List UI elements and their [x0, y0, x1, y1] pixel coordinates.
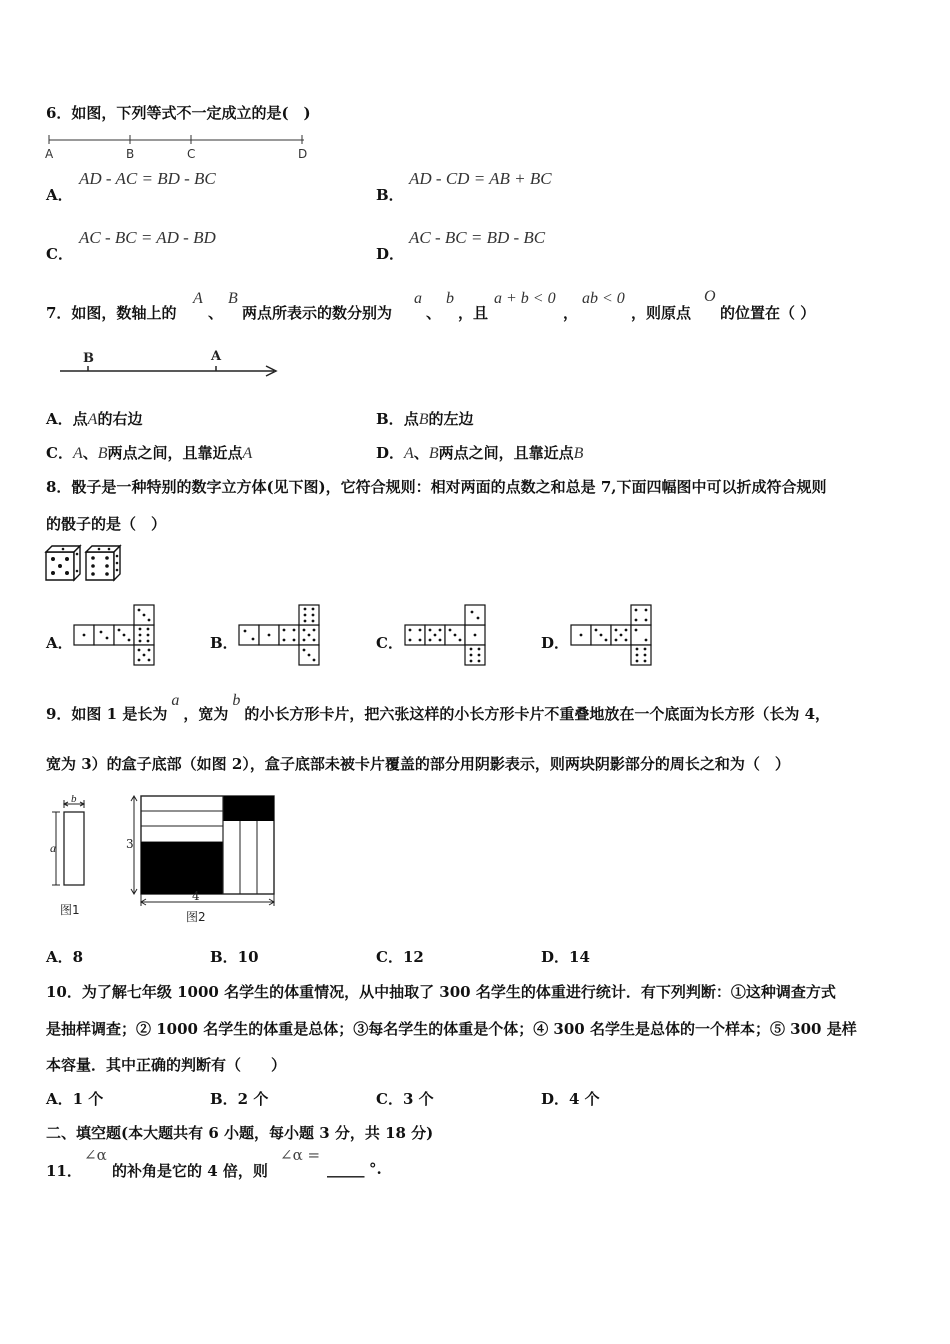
- q7-option-b[interactable]: [376, 408, 474, 429]
- q8-option-c-letter[interactable]: C．: [376, 634, 403, 652]
- q7-option-letter: D．: [376, 444, 405, 462]
- q8-stem-line2: 的骰子的是（ ）: [46, 515, 167, 533]
- q6-option-d-letter[interactable]: D．: [376, 245, 405, 263]
- q7-axis-label: A: [211, 349, 222, 364]
- q6-point-label: A: [45, 147, 54, 161]
- q7-stem-part3: ，且: [458, 304, 489, 322]
- q6-option-c-letter[interactable]: C．: [46, 245, 73, 263]
- q9-fig2-label-3: 3: [126, 837, 134, 851]
- q9-option-d[interactable]: D．14: [541, 948, 590, 966]
- q11-text: 的补角是它的 4 倍，则: [112, 1162, 268, 1180]
- q6-option-b-expr: AD - CD = AB + BC: [409, 169, 552, 188]
- q7-option-text: 的左边: [428, 410, 474, 428]
- q10-option-d[interactable]: D．4 个: [541, 1090, 600, 1108]
- q7-sep: 、: [208, 304, 224, 322]
- q6-option-b-letter[interactable]: B．: [376, 186, 404, 204]
- q9-option-b[interactable]: B．10: [210, 948, 259, 966]
- q6-point-label: C: [187, 147, 196, 161]
- q7-stem-part2: 两点所表示的数分别为: [242, 304, 393, 322]
- q11-angle-expr: ∠α =: [280, 1146, 321, 1164]
- q6-point-label: B: [126, 147, 135, 161]
- q7-option-var: A: [242, 445, 253, 462]
- q9-fig1-label-b: b: [71, 793, 77, 805]
- q7-option-text: 的右边: [97, 410, 143, 428]
- section-2-heading: 二、填空题(本大题共有 6 小题，每小题 3 分，共 18 分): [46, 1124, 434, 1142]
- q8-option-b-letter[interactable]: B．: [210, 634, 238, 652]
- q7-option-letter: B．: [376, 410, 404, 428]
- q7-option-var: B: [418, 411, 429, 428]
- q7-option-letter: C．: [46, 444, 73, 462]
- q9-shaded-region: [223, 796, 274, 821]
- q9-text: ，宽为: [183, 705, 229, 723]
- q7-option-var: A: [404, 445, 414, 462]
- q7-var-o: O: [704, 288, 716, 305]
- q7-option-var: B: [573, 445, 584, 462]
- q9-var-a: a: [171, 692, 180, 709]
- q7-option-sep: 、: [413, 444, 429, 462]
- q7-option-a[interactable]: [46, 408, 142, 429]
- q7-condition-1: a + b < 0: [494, 290, 556, 307]
- q9-shaded-region: [141, 842, 223, 894]
- q6-option-a-letter[interactable]: A．: [46, 186, 73, 204]
- q9-figure-1: [48, 794, 98, 924]
- q10-option-b[interactable]: B．2 个: [210, 1090, 269, 1108]
- q9-stem-line1: [46, 692, 831, 724]
- q9-option-a[interactable]: A．8: [46, 948, 84, 966]
- q7-option-text: 点: [403, 410, 419, 428]
- q7-option-text: 两点之间，且靠近点: [107, 444, 243, 462]
- q7-var-b: b: [446, 290, 454, 307]
- q6-option-a-expr: AD - AC = BD - BC: [79, 169, 216, 188]
- q6-point-label: D: [298, 147, 308, 161]
- q7-condition-2: ab < 0: [582, 290, 625, 307]
- q7-option-letter: A．: [46, 410, 73, 428]
- q7-var-b-point: B: [228, 290, 238, 307]
- q11-degree-end: °.: [369, 1160, 382, 1178]
- q8-net-b[interactable]: [238, 603, 322, 667]
- q7-option-c[interactable]: [46, 442, 252, 463]
- q6-option-c-expr: AC - BC = AD - BD: [79, 228, 216, 247]
- q9-option-c[interactable]: C．12: [376, 948, 424, 966]
- q8-net-c[interactable]: [404, 603, 488, 667]
- q10-option-c[interactable]: C．3 个: [376, 1090, 434, 1108]
- q6-segment-figure: [44, 132, 314, 162]
- q7-option-var: A: [87, 411, 98, 428]
- q7-stem-part4: ，则原点: [631, 304, 692, 322]
- q6-stem: 6．如图，下列等式不一定成立的是( ): [46, 104, 311, 122]
- q11-answer-blank[interactable]: _____: [327, 1160, 365, 1178]
- q7-comma: ，: [563, 304, 579, 322]
- q9-fig2-label-4: 4: [192, 889, 200, 903]
- q8-dice-picture: [44, 544, 128, 584]
- q7-option-text: 点: [72, 410, 88, 428]
- q9-text: 9．如图 1 是长为: [46, 705, 168, 723]
- q7-option-var: B: [97, 445, 108, 462]
- q10-stem-line2: 是抽样调查；② 1000 名学生的体重是总体；③每名学生的体重是个体；④ 300 名学生是总体的一个样本；⑤ 300 是样: [46, 1020, 857, 1038]
- q7-option-sep: 、: [82, 444, 98, 462]
- q7-option-var: B: [428, 445, 439, 462]
- q9-figure-2: [124, 794, 284, 926]
- q10-option-a[interactable]: A．1 个: [46, 1090, 104, 1108]
- q9-fig1-caption: 图1: [60, 903, 80, 917]
- q7-option-text: 两点之间，且靠近点: [438, 444, 574, 462]
- q7-stem-part5: 的位置在（ ）: [720, 304, 816, 322]
- q7-var-a-point: A: [193, 290, 203, 307]
- q9-var-b: b: [232, 692, 241, 709]
- q7-sep: 、: [426, 304, 442, 322]
- q9-fig2-caption: 图2: [186, 910, 206, 924]
- q7-stem-part1: 7．如图，数轴上的: [46, 304, 177, 322]
- q6-option-d-expr: AC - BC = BD - BC: [409, 228, 546, 247]
- q9-text: 的小长方形卡片，把六张这样的小长方形卡片不重叠地放在一个底面为长方形（长为 4，: [244, 705, 831, 723]
- q11-angle-alpha: ∠α: [84, 1146, 107, 1164]
- q7-axis-label: B: [83, 351, 94, 366]
- q9-stem-line2: 宽为 3）的盒子底部（如图 2），盒子底部未被卡片覆盖的部分用阴影表示，则两块阴影部分的周长之和为（ ）: [46, 755, 790, 773]
- die-icon: [86, 546, 120, 580]
- q8-option-d-letter[interactable]: D．: [541, 634, 570, 652]
- die-icon: [46, 546, 80, 580]
- q7-number-line: [58, 346, 283, 380]
- q7-option-d[interactable]: [376, 442, 583, 463]
- q10-stem-line1: 10．为了解七年级 1000 名学生的体重情况，从中抽取了 300 名学生的体重进行统计．有下列判断：①这种调查方式: [46, 983, 836, 1001]
- q7-option-var: A: [72, 445, 83, 462]
- q11-number: 11．: [46, 1162, 82, 1180]
- q9-fig1-label-a: a: [50, 841, 56, 855]
- q7-var-a: a: [414, 290, 422, 307]
- q8-net-a[interactable]: [73, 603, 157, 667]
- q10-stem-line3: 本容量．其中正确的判断有（ ）: [46, 1056, 287, 1074]
- q8-stem-line1: 8．骰子是一种特别的数字立方体(见下图)，它符合规则：相对两面的点数之和总是 7,下面四幅图中可以折成符合规则: [46, 478, 827, 496]
- q8-option-a-letter[interactable]: A．: [46, 634, 73, 652]
- q8-net-d[interactable]: [570, 603, 654, 667]
